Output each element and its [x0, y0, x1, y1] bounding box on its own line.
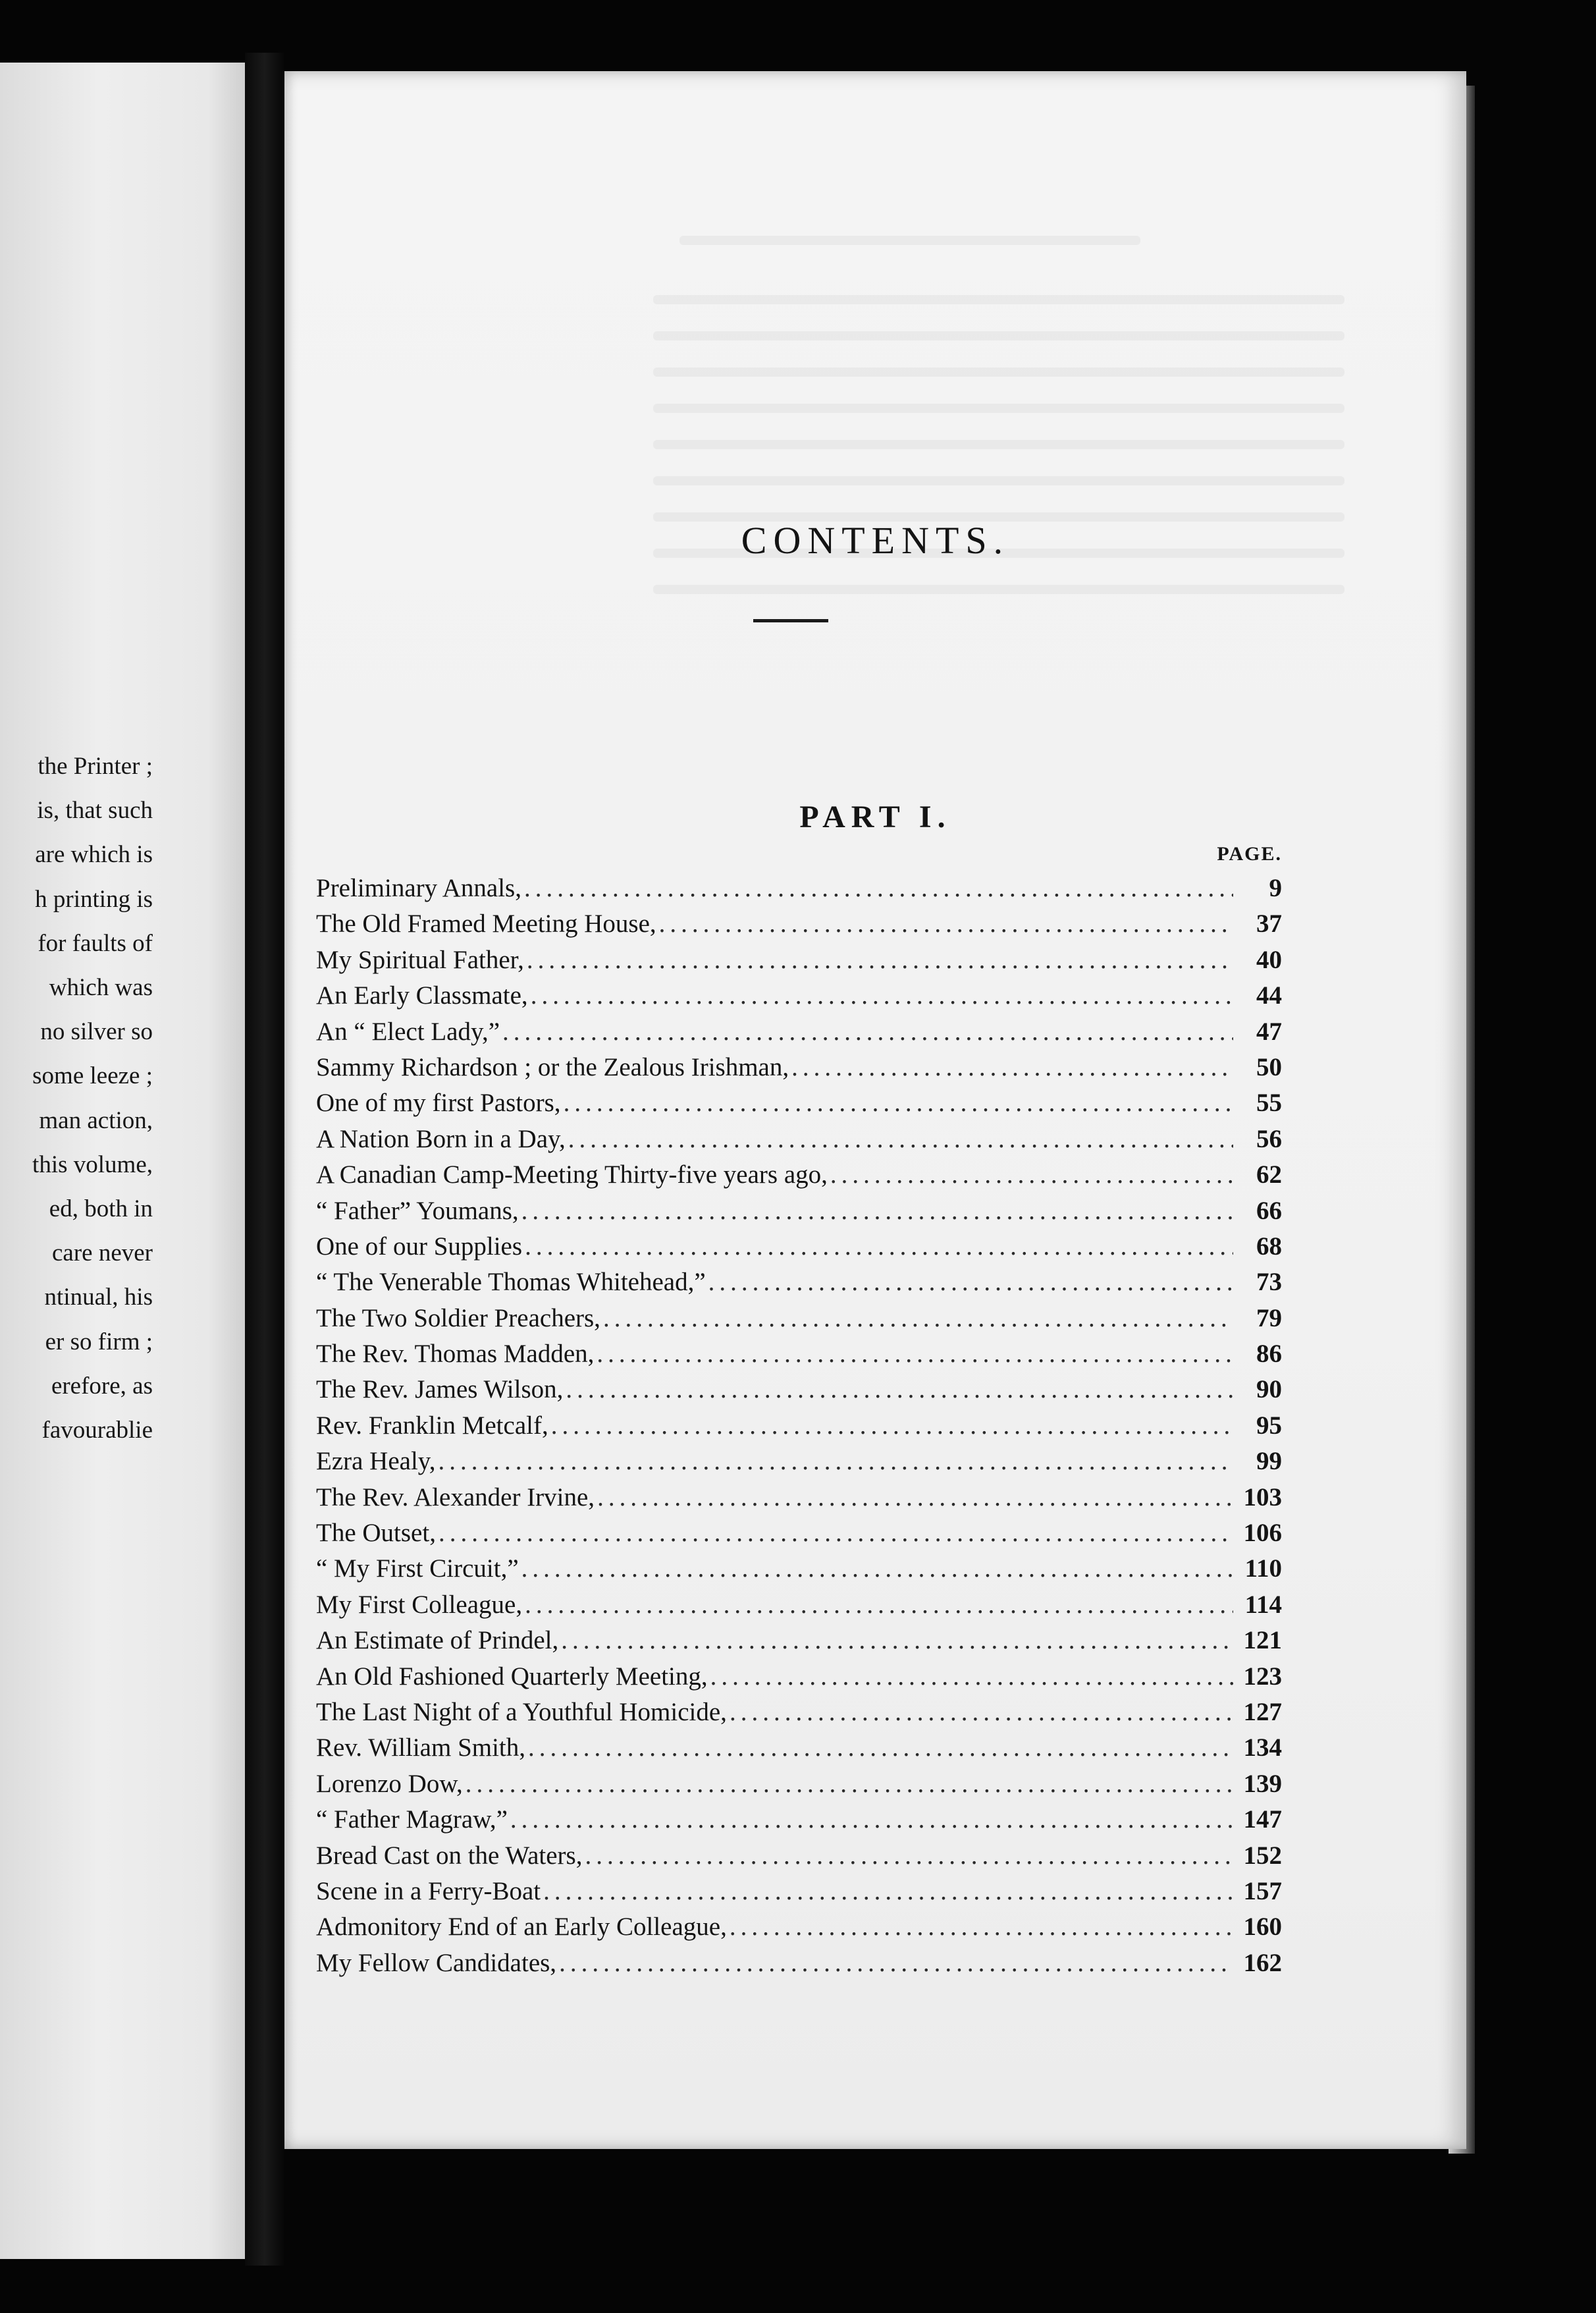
title-rule — [753, 619, 828, 622]
toc-leader-dots — [597, 1336, 1233, 1372]
toc-entry-title: Rev. Franklin Metcalf, — [316, 1411, 548, 1440]
toc-entry-title: The Outset, — [316, 1519, 436, 1548]
toc-entry-page: 152 — [1243, 1841, 1282, 1870]
left-page-text-line: this volume, — [32, 1151, 153, 1178]
toc-entry-title: The Rev. James Wilson, — [316, 1375, 564, 1404]
toc-leader-dots — [708, 1265, 1233, 1300]
left-page-text-line: are which is — [35, 841, 153, 869]
toc-entry — [316, 1372, 1282, 1407]
toc-entry — [316, 1444, 1282, 1479]
toc-entry-page: 73 — [1256, 1268, 1282, 1297]
left-page-text-line: ntinual, his — [44, 1284, 153, 1311]
toc-entry-page: 134 — [1243, 1733, 1282, 1762]
toc-leader-dots — [566, 1372, 1233, 1407]
toc-leader-dots — [543, 1874, 1233, 1909]
toc-entry-page: 50 — [1256, 1052, 1282, 1081]
toc-entry-page: 40 — [1256, 945, 1282, 974]
toc-entry-title: An “ Elect Lady,” — [316, 1017, 500, 1046]
toc-entry-title: A Canadian Camp-Meeting Thirty-five years ago, — [316, 1160, 828, 1189]
toc-leader-dots — [527, 942, 1233, 978]
toc-entry-page: 157 — [1243, 1876, 1282, 1905]
toc-entry-page: 55 — [1256, 1089, 1282, 1118]
show-through-text — [653, 367, 1344, 377]
toc-leader-dots — [525, 1229, 1233, 1265]
toc-leader-dots — [561, 1623, 1233, 1658]
toc-entry-page: 47 — [1256, 1017, 1282, 1046]
left-page-text-line: favourablie — [41, 1417, 153, 1444]
left-page-text-line: er so firm ; — [45, 1328, 153, 1355]
toc-leader-dots — [559, 1946, 1233, 1981]
toc-entry-page: 90 — [1256, 1375, 1282, 1404]
toc-entry-title: My First Colleague, — [316, 1590, 523, 1619]
toc-leader-dots — [830, 1157, 1233, 1193]
toc-leader-dots — [603, 1301, 1233, 1336]
toc-entry-title: The Old Framed Meeting House, — [316, 910, 656, 939]
toc-leader-dots — [730, 1909, 1233, 1945]
left-page-text-line: for faults of — [38, 929, 153, 957]
toc-entry-page: 95 — [1256, 1411, 1282, 1440]
toc-entry — [316, 1909, 1282, 1945]
toc-leader-dots — [439, 1515, 1233, 1551]
toc-entry-page: 123 — [1243, 1662, 1282, 1691]
part-heading: PART I. — [799, 799, 951, 834]
toc-entry-title: Rev. William Smith, — [316, 1733, 526, 1762]
toc-entry — [316, 1551, 1282, 1587]
contents-page — [284, 71, 1466, 2149]
toc-leader-dots — [568, 1122, 1233, 1157]
toc-entry-page: 62 — [1256, 1160, 1282, 1189]
toc-leader-dots — [659, 906, 1233, 942]
toc-entry-title: An Old Fashioned Quarterly Meeting, — [316, 1662, 708, 1691]
toc-entry — [316, 1122, 1282, 1157]
toc-entry — [316, 1085, 1282, 1121]
show-through-text — [653, 585, 1344, 594]
toc-entry-title: A Nation Born in a Day, — [316, 1124, 566, 1153]
toc-entry — [316, 1336, 1282, 1372]
toc-leader-dots — [531, 978, 1233, 1014]
left-page-text-line: the Printer ; — [38, 753, 153, 780]
toc-entry-page: 86 — [1256, 1340, 1282, 1369]
toc-entry-title: The Rev. Alexander Irvine, — [316, 1483, 595, 1511]
toc-leader-dots — [510, 1802, 1233, 1837]
toc-entry-title: Lorenzo Dow, — [316, 1769, 463, 1798]
toc-entry-title: An Estimate of Prindel, — [316, 1626, 559, 1655]
left-page-text-line: care never — [51, 1239, 153, 1267]
toc-entry-page: 121 — [1243, 1626, 1282, 1655]
toc-entry — [316, 1730, 1282, 1766]
toc-entry — [316, 871, 1282, 906]
toc-entry — [316, 1480, 1282, 1515]
left-page-text-line: no silver so — [40, 1018, 153, 1046]
left-page-text-line: which was — [49, 974, 153, 1001]
toc-entry-page: 37 — [1256, 910, 1282, 939]
toc-entry — [316, 1838, 1282, 1874]
toc-leader-dots — [730, 1695, 1233, 1730]
toc-entry — [316, 1265, 1282, 1300]
toc-entry-title: “ The Venerable Thomas Whitehead,” — [316, 1268, 706, 1297]
toc-leader-dots — [524, 871, 1233, 906]
show-through-text — [653, 476, 1344, 485]
left-page-text-line: h printing is — [35, 885, 153, 913]
toc-entry — [316, 1515, 1282, 1551]
toc-entry-page: 160 — [1243, 1913, 1282, 1942]
toc-entry-page: 79 — [1256, 1303, 1282, 1332]
toc-leader-dots — [585, 1838, 1233, 1874]
toc-entry — [316, 1193, 1282, 1229]
toc-entry-title: Sammy Richardson ; or the Zealous Irishman, — [316, 1052, 789, 1081]
table-of-contents — [316, 871, 1282, 1981]
toc-entry — [316, 1157, 1282, 1193]
toc-entry-page: 106 — [1243, 1519, 1282, 1548]
toc-entry-page: 139 — [1243, 1769, 1282, 1798]
toc-entry-title: Preliminary Annals, — [316, 874, 521, 902]
toc-entry-page: 9 — [1269, 874, 1282, 902]
toc-leader-dots — [710, 1659, 1233, 1695]
toc-leader-dots — [597, 1480, 1233, 1515]
toc-entry — [316, 978, 1282, 1014]
toc-leader-dots — [439, 1444, 1233, 1479]
toc-entry — [316, 906, 1282, 942]
toc-leader-dots — [528, 1730, 1233, 1766]
toc-entry-title: The Two Soldier Preachers, — [316, 1303, 600, 1332]
toc-entry — [316, 1695, 1282, 1730]
toc-entry-title: Scene in a Ferry-Boat — [316, 1876, 541, 1905]
toc-entry-title: Ezra Healy, — [316, 1447, 436, 1476]
toc-entry-page: 44 — [1256, 981, 1282, 1010]
toc-leader-dots — [564, 1085, 1233, 1121]
toc-entry-title: Admonitory End of an Early Colleague, — [316, 1913, 727, 1942]
toc-entry-page: 127 — [1243, 1697, 1282, 1726]
toc-entry-title: “ Father” Youmans, — [316, 1196, 519, 1225]
show-through-text — [653, 331, 1344, 340]
toc-entry-title: “ Father Magraw,” — [316, 1805, 508, 1834]
toc-entry-page: 68 — [1256, 1232, 1282, 1261]
left-page-text-line: ed, both in — [49, 1195, 153, 1222]
toc-leader-dots — [791, 1050, 1233, 1085]
toc-entry — [316, 1946, 1282, 1981]
toc-entry — [316, 1766, 1282, 1802]
toc-entry-title: The Last Night of a Youthful Homicide, — [316, 1697, 727, 1726]
toc-entry-title: An Early Classmate, — [316, 981, 528, 1010]
toc-entry-page: 103 — [1243, 1483, 1282, 1511]
left-page-text-line: man action, — [39, 1106, 153, 1134]
toc-entry — [316, 1301, 1282, 1336]
left-page-text-line: some leeze ; — [32, 1062, 153, 1090]
contents-title: CONTENTS. — [741, 518, 1010, 562]
toc-entry-page: 99 — [1256, 1447, 1282, 1476]
book-gutter — [245, 53, 284, 2266]
toc-entry-title: “ My First Circuit,” — [316, 1554, 519, 1583]
toc-entry — [316, 1623, 1282, 1658]
toc-entry — [316, 1014, 1282, 1050]
toc-entry-title: My Spiritual Father, — [316, 945, 524, 974]
toc-entry-page: 66 — [1256, 1196, 1282, 1225]
toc-entry-page: 110 — [1244, 1554, 1282, 1583]
toc-entry-title: My Fellow Candidates, — [316, 1948, 557, 1977]
left-page-text-line: erefore, as — [51, 1372, 153, 1400]
left-page-text-line: is, that such — [37, 797, 153, 825]
toc-leader-dots — [521, 1193, 1233, 1229]
toc-entry — [316, 1659, 1282, 1695]
toc-leader-dots — [525, 1587, 1233, 1623]
toc-entry-title: One of our Supplies — [316, 1232, 523, 1261]
toc-entry — [316, 1408, 1282, 1444]
page-column-label: PAGE. — [1217, 843, 1282, 865]
toc-entry — [316, 1802, 1282, 1837]
show-through-text — [653, 295, 1344, 304]
toc-entry-page: 162 — [1243, 1948, 1282, 1977]
toc-entry-page: 114 — [1244, 1590, 1282, 1619]
toc-leader-dots — [466, 1766, 1233, 1802]
toc-leader-dots — [521, 1551, 1233, 1587]
toc-leader-dots — [551, 1408, 1233, 1444]
show-through-text — [679, 236, 1140, 245]
toc-entry-title: The Rev. Thomas Madden, — [316, 1340, 595, 1369]
toc-entry — [316, 1587, 1282, 1623]
toc-leader-dots — [502, 1014, 1233, 1050]
toc-entry — [316, 1050, 1282, 1085]
toc-entry — [316, 1874, 1282, 1909]
toc-entry-title: One of my first Pastors, — [316, 1089, 561, 1118]
previous-page — [0, 63, 245, 2259]
toc-entry-title: Bread Cast on the Waters, — [316, 1841, 583, 1870]
show-through-text — [653, 404, 1344, 413]
toc-entry — [316, 1229, 1282, 1265]
toc-entry-page: 147 — [1243, 1805, 1282, 1834]
toc-entry — [316, 942, 1282, 978]
toc-entry-page: 56 — [1256, 1124, 1282, 1153]
show-through-text — [653, 440, 1344, 449]
